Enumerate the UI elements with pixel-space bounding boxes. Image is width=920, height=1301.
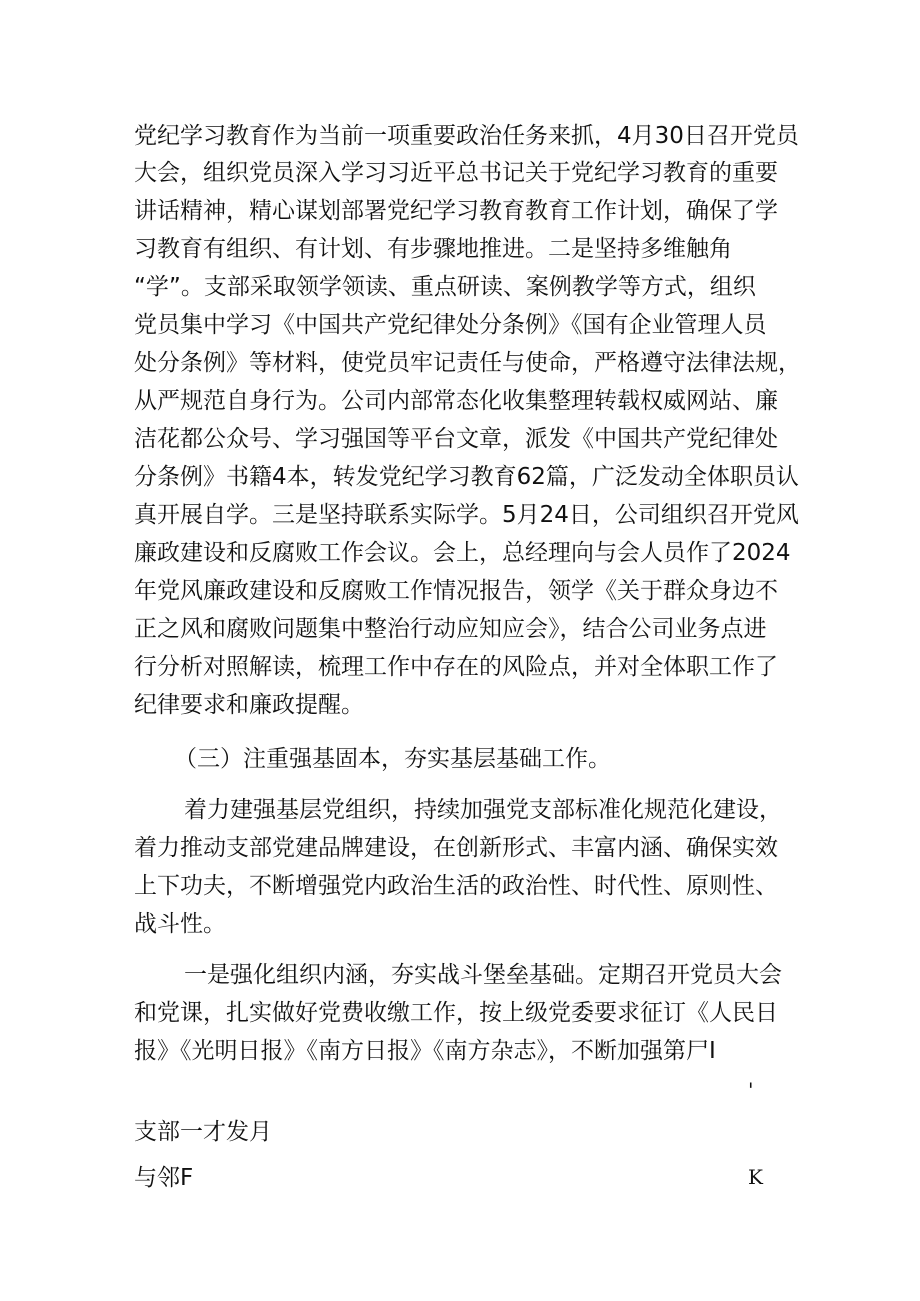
text-line-1: 党纪学习教育作为当前一项重要政治任务来抓，4月30日召开党员 bbox=[134, 123, 799, 149]
text-line-11: 真开展自学。三是坚持联系实际学。5月24日，公司组织召开党风 bbox=[134, 502, 799, 528]
text-line-12: 廉政建设和反腐败工作会议。会上，总经理向与会人员作了2024 bbox=[134, 540, 791, 566]
text-line-17: 着力建强基层党组织，持续加强党支部标准化规范化建设， bbox=[184, 797, 782, 823]
text-line-20: 战斗性。 bbox=[134, 911, 226, 937]
stray-mark-apostrophe: ' bbox=[748, 1078, 754, 1102]
text-line-15: 行分析对照解读，梳理工作中存在的风险点，并对全体职工作了 bbox=[134, 654, 778, 680]
text-line-7: 处分条例》等材料，使党员牢记责任与使命，严格遵守法律法规， bbox=[134, 350, 801, 376]
text-line-22: 和党课，扎实做好党费收缴工作，按上级党委要求征订《人民日 bbox=[134, 1000, 778, 1026]
text-line-8: 从严规范自身行为。公司内部常态化收集整理转载权威网站、廉 bbox=[134, 388, 778, 414]
text-line-4: 习教育有组织、有计划、有步骤地推进。二是坚持多维触角 bbox=[134, 236, 732, 262]
stray-mark-k: K bbox=[748, 1165, 763, 1189]
text-line-18: 着力推动支部党建品牌建设，在创新形式、丰富内涵、确保实效 bbox=[134, 835, 778, 861]
text-line-5: “学”。支部采取领学领读、重点研读、案例教学等方式，组织 bbox=[134, 274, 756, 300]
text-line-24: 支部一才发月 bbox=[134, 1119, 272, 1145]
text-line-10: 分条例》书籍4本，转发党纪学习教育62篇，广泛发动全体职员认 bbox=[134, 464, 799, 490]
text-line-25: 与邻F bbox=[134, 1165, 194, 1191]
text-line-9: 洁花都公众号、学习强国等平台文章，派发《中国共产党纪律处 bbox=[134, 426, 778, 452]
text-line-23: 报》《光明日报》《南方日报》《南方杂志》，不断加强第尸I bbox=[134, 1038, 716, 1064]
text-line-16: 纪律要求和廉政提醒。 bbox=[134, 692, 364, 718]
text-line-6: 党员集中学习《中国共产党纪律处分条例》《国有企业管理人员 bbox=[134, 312, 767, 338]
text-line-13: 年党风廉政建设和反腐败工作情况报告，领学《关于群众身边不 bbox=[134, 578, 778, 604]
text-line-21: 一是强化组织内涵，夯实战斗堡垒基础。定期召开党员大会 bbox=[184, 962, 782, 988]
text-line-14: 正之风和腐败问题集中整治行动应知应会》，结合公司业务点进 bbox=[134, 616, 767, 642]
text-line-19: 上下功夫，不断增强党内政治生活的政治性、时代性、原则性、 bbox=[134, 873, 778, 899]
section-heading: （三）注重强基固本，夯实基层基础工作。 bbox=[174, 746, 611, 772]
text-line-3: 讲话精神，精心谋划部署党纪学习教育教育工作计划，确保了学 bbox=[134, 198, 778, 224]
text-line-2: 大会，组织党员深入学习习近平总书记关于党纪学习教育的重要 bbox=[134, 160, 778, 186]
